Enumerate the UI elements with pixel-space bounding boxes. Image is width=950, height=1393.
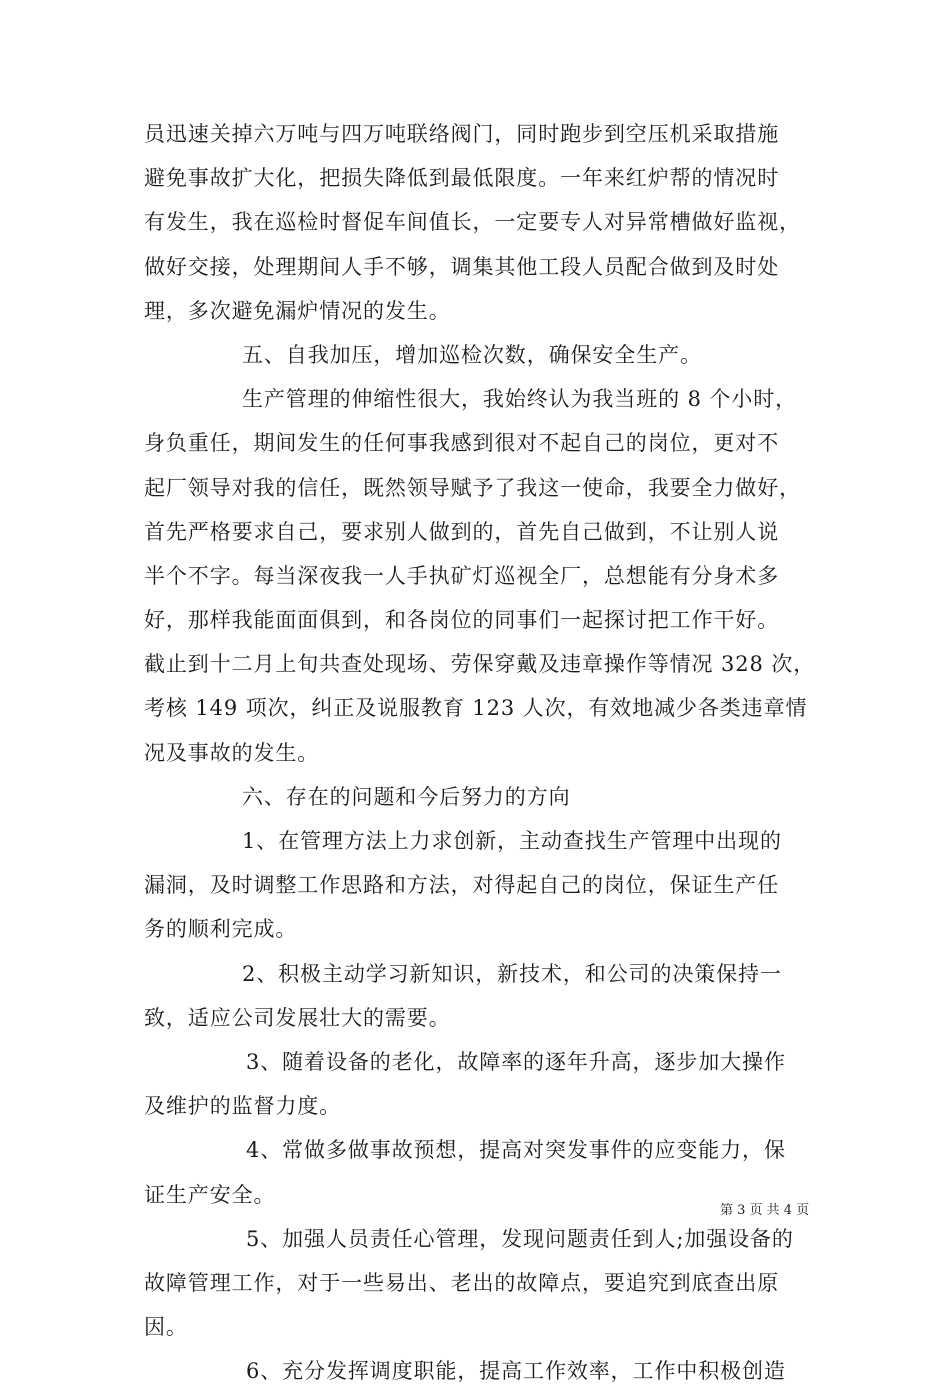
text-line: 首先严格要求自己，要求别人做到的，首先自己做到，不让别人说 [144, 519, 780, 544]
text-line: 务的顺利完成。 [144, 917, 298, 942]
section-heading: 五、自我加压，增加巡检次数，确保安全生产。 [242, 342, 702, 367]
text-line: 生产管理的伸缩性很大，我始终认为我当班的 8 个小时， [242, 387, 798, 412]
text-line: 起厂领导对我的信任，既然领导赋予了我这一使命，我要全力做好， [144, 475, 801, 500]
list-item: 4、常做多做事故预想，提高对突发事件的应变能力，保 [246, 1138, 786, 1163]
list-item: 6、充分发挥调度职能，提高工作效率，工作中积极创造 [246, 1359, 786, 1384]
text-line: 有发生，我在巡检时督促车间值长，一定要专人对异常槽做好监视， [144, 210, 801, 235]
text-line: 证生产安全。 [144, 1182, 276, 1207]
list-item: 5、加强人员责任心管理，发现问题责任到人;加强设备的 [246, 1226, 794, 1251]
list-item: 1、在管理方法上力求创新，主动查找生产管理中出现的 [242, 829, 782, 853]
text-line: 员迅速关掉六万吨与四万吨联络阀门，同时跑步到空压机采取措施 [144, 122, 780, 146]
text-line: 理，多次避免漏炉情况的发生。 [144, 298, 451, 323]
section-heading: 六、存在的问题和今后努力的方向 [242, 784, 571, 809]
text-line: 致，适应公司发展壮大的需要。 [144, 1005, 451, 1030]
list-item: 2、积极主动学习新知识，新技术，和公司的决策保持一 [242, 961, 782, 986]
text-line: 及维护的监督力度。 [144, 1094, 342, 1119]
list-item: 3、随着设备的老化，故障率的逐年升高，逐步加大操作 [246, 1049, 786, 1074]
text-line: 况及事故的发生。 [144, 740, 320, 765]
text-line: 因。 [144, 1315, 188, 1340]
text-line: 故障管理工作，对于一些易出、老出的故障点，要追究到底查出原 [144, 1270, 780, 1295]
text-line: 半个不字。每当深夜我一人手执矿灯巡视全厂，总想能有分身术多 [144, 563, 780, 588]
text-line: 截止到十二月上旬共查处现场、劳保穿戴及违章操作等情况 328 次， [144, 652, 816, 677]
text-line: 好，那样我能面面俱到，和各岗位的同事们一起探讨把工作干好。 [144, 608, 780, 633]
text-line: 漏洞，及时调整工作思路和方法，对得起自己的岗位，保证生产任 [144, 873, 780, 898]
text-line: 避免事故扩大化，把损失降低到最低限度。一年来红炉帮的情况时 [144, 166, 780, 191]
text-line: 做好交接，处理期间人手不够，调集其他工段人员配合做到及时处 [144, 254, 780, 279]
text-line: 身负重任，期间发生的任何事我感到很对不起自己的岗位，更对不 [144, 431, 780, 456]
text-line: 考核 149 项次，纠正及说服教育 123 人次，有效地减少各类违章情 [144, 696, 808, 721]
document-body [144, 112, 814, 1393]
page-number: 第 3 页 共 4 页 [720, 1203, 810, 1218]
